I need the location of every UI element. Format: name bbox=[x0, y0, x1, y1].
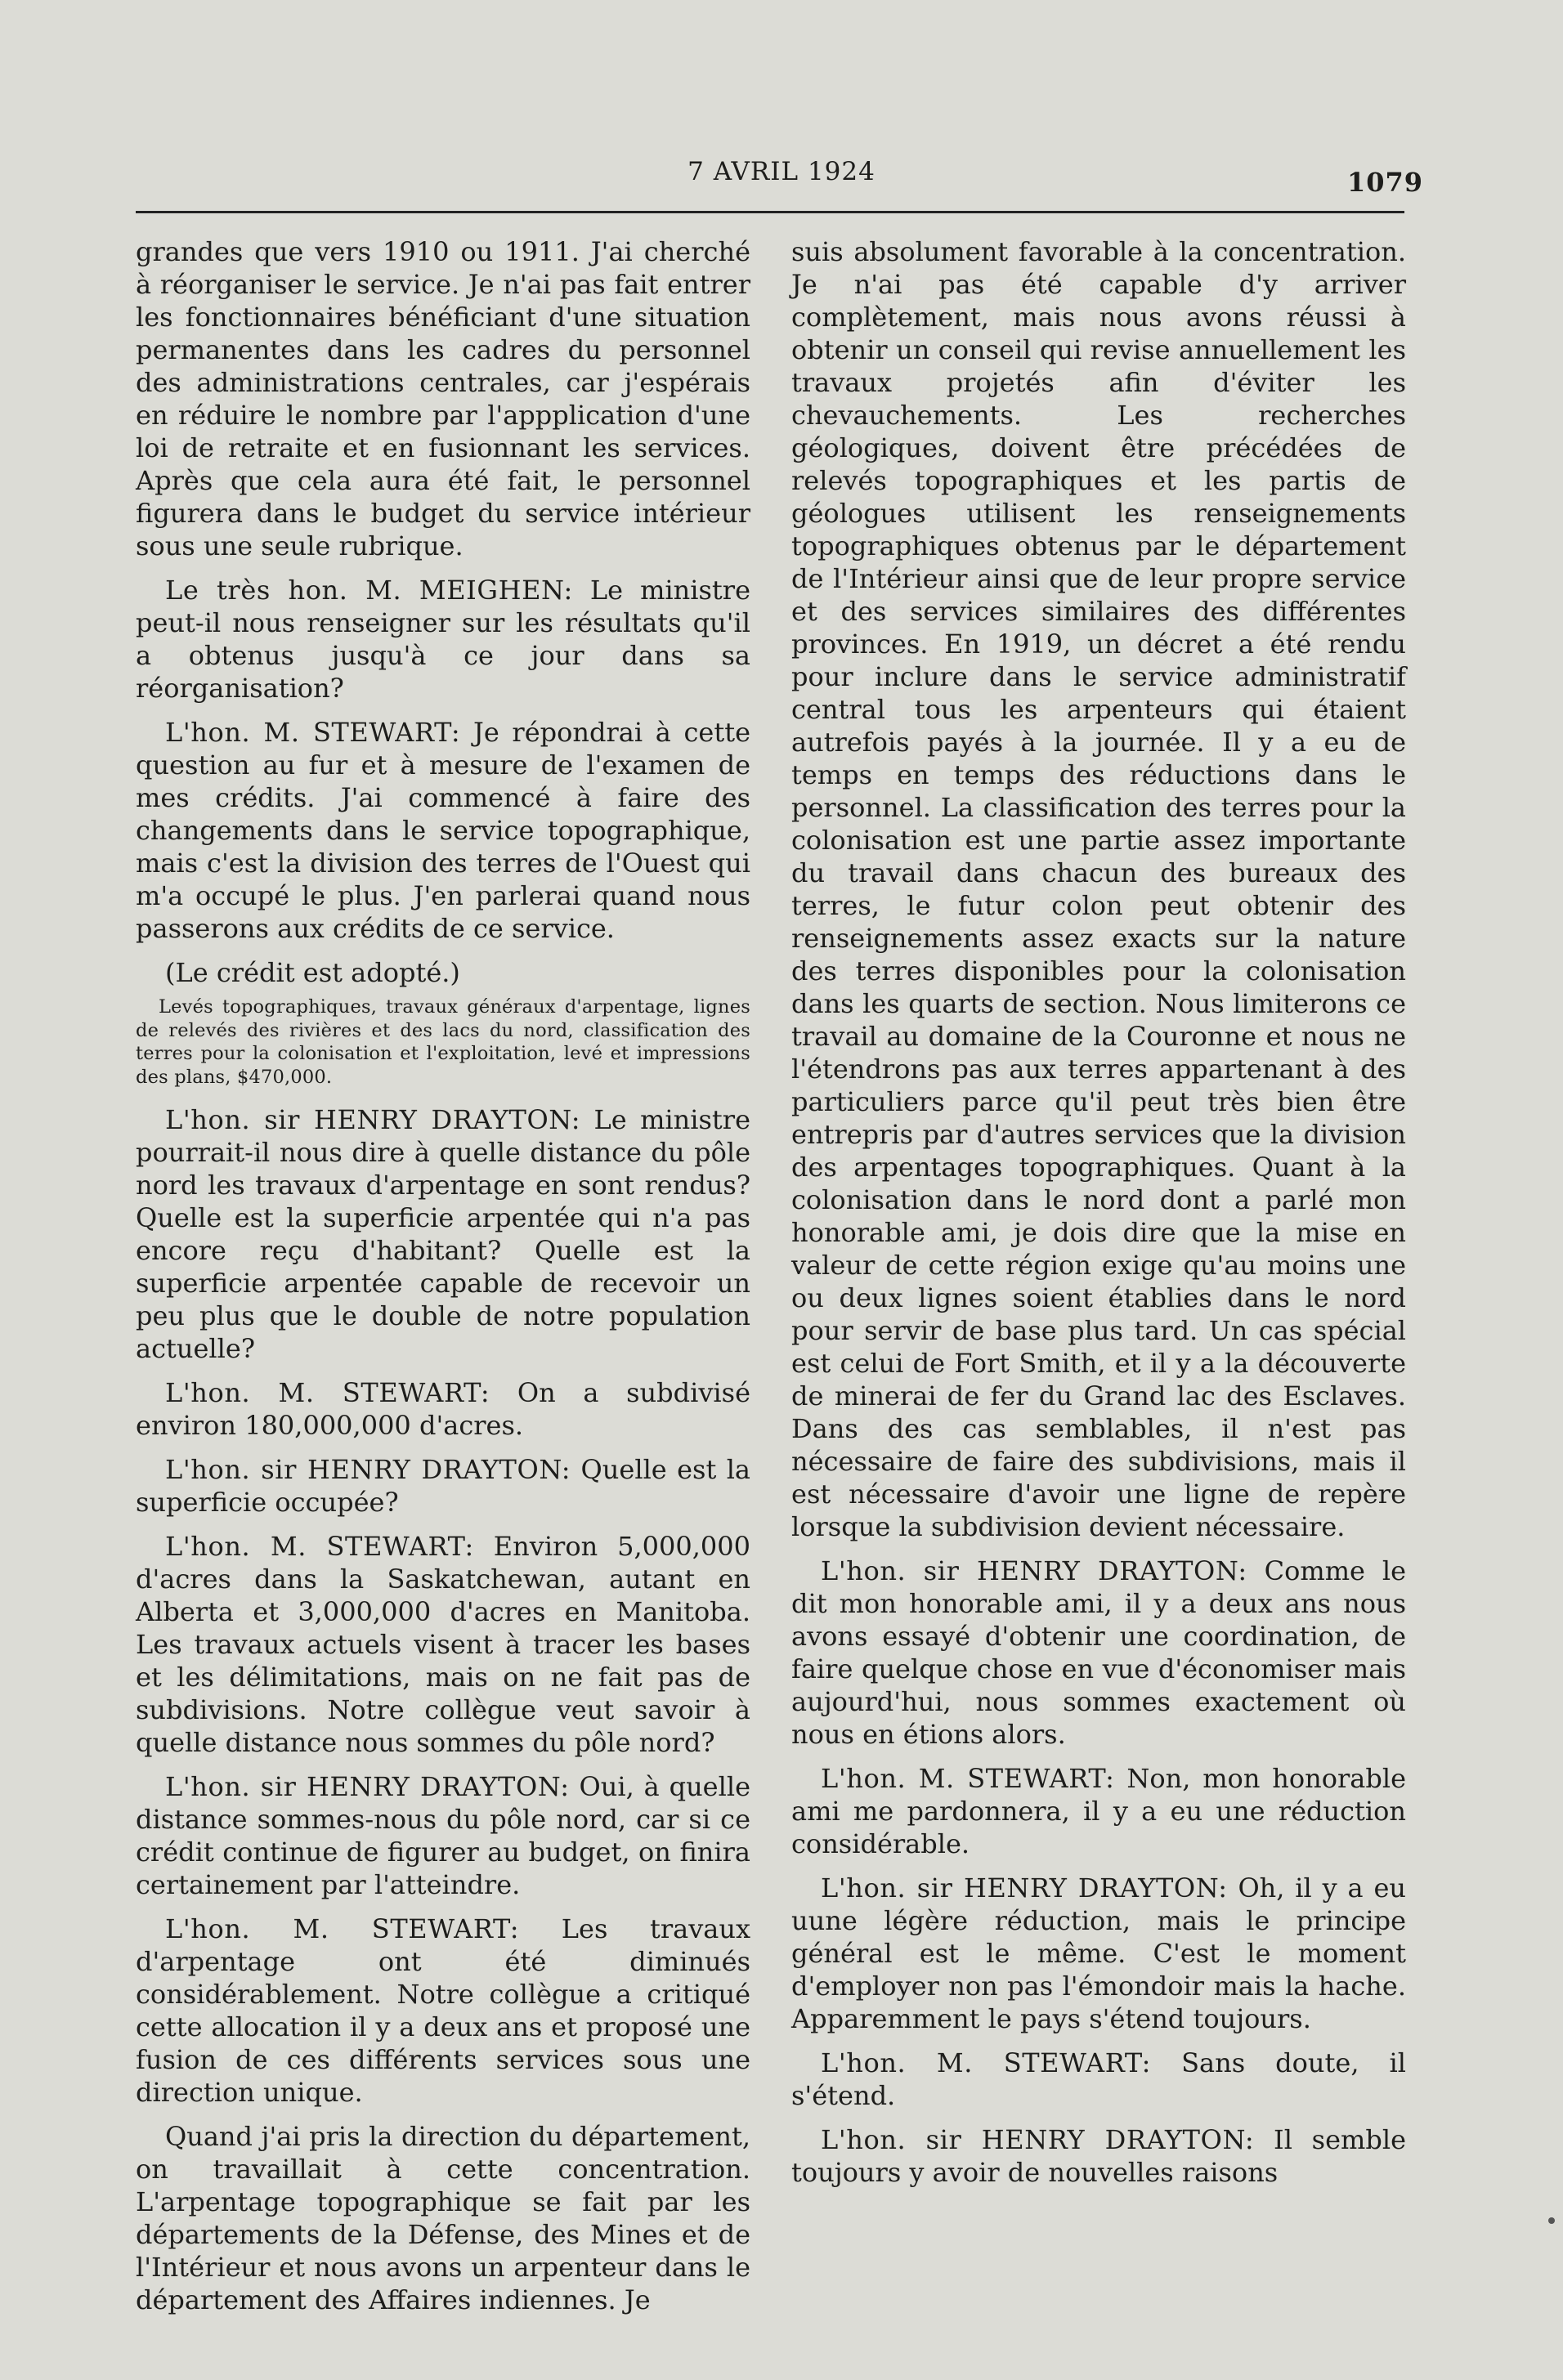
speaker-name: Le très hon. M. MEIGHEN: bbox=[165, 575, 573, 606]
right-column bbox=[791, 235, 1406, 2200]
paragraph bbox=[791, 2047, 1406, 2112]
paragraph bbox=[136, 1103, 750, 1365]
header-rule bbox=[136, 211, 1404, 213]
paragraph bbox=[791, 2123, 1406, 2189]
speaker-name: L'hon. M. STEWART: bbox=[165, 1377, 490, 1408]
left-column bbox=[136, 235, 750, 2328]
page-number: 1079 bbox=[1347, 167, 1424, 198]
paragraph bbox=[791, 1872, 1406, 2035]
paragraph bbox=[136, 2120, 750, 2316]
paragraph-text: Non, mon honorable ami me pardonnera, il y a eu une réduction considérable. bbox=[791, 1763, 1407, 1859]
paragraph bbox=[136, 235, 750, 562]
paragraph-text: Quand j'ai pris la direction du département, on travaillait à cette concentration. L'arpentage topographique se fait par les départements de la Défense, des Mines et de l'Intérieur et nous avons un arpenteur dans le département des Affaires indiennes. Je bbox=[136, 2121, 750, 2315]
paragraph-text: Les travaux d'arpentage ont été diminués considérablement. Notre collègue a critiqué cette allocation il y a deux ans et proposé une fusion de ces différents services sous une direction unique. bbox=[136, 1913, 751, 2108]
speaker-name: L'hon. M. STEWART: bbox=[821, 1763, 1115, 1794]
paragraph-text: grandes que vers 1910 ou 1911. J'ai cherché à réorganiser le service. Je n'ai pas fait entrer les fonctionnaires bénéficiant d'une situation permanentes dans les cadres du personnel des administrations centrales, car j'espérais en réduire le nombre par l'appplication d'une loi de retraite et en fusionnant les services. Après que cela aura été fait, le personnel figurera dans le budget du service intérieur sous une seule rubrique. bbox=[136, 236, 750, 561]
estimate-text: Levés topographiques, travaux généraux d'arpentage, lignes de relevés des rivières et des lacs du nord, classification des terres pour la colonisation et l'exploitation, levé et impressions des plans, $470,000. bbox=[136, 996, 750, 1088]
speaker-name: L'hon. sir HENRY DRAYTON: bbox=[165, 1104, 581, 1135]
paragraph-text: Quelle est la superficie occupée? bbox=[136, 1454, 751, 1518]
paragraph-text: Je répondrai à cette question au fur et à mesure de l'examen de mes crédits. J'ai commencé à faire des changements dans le service topographique, mais c'est la division des terres de l'Ouest qui m'a occupé le plus. J'en parlerai quand nous passerons aux crédits de ce service. bbox=[136, 717, 751, 944]
paragraph bbox=[136, 1530, 750, 1759]
speaker-name: L'hon. sir HENRY DRAYTON: bbox=[165, 1454, 571, 1485]
paragraph bbox=[791, 1555, 1406, 1751]
speaker-name: L'hon. M. STEWART: bbox=[165, 717, 461, 748]
paragraph-text: suis absolument favorable à la concentration. Je n'ai pas été capable d'y arriver complètement, mais nous avons réussi à obtenir un conseil qui revise annuellement les travaux projetés afin d'éviter les chevauchements. Les recherches géologiques, doivent être précédées de relevés topographiques et les partis de géologues utilisent les renseignements topographiques obtenus par le département de l'Intérieur ainsi que de leur propre service et des services similaires des différentes provinces. En 1919, un décret a été rendu pour inclure dans le service administratif central tous les arpenteurs qui étaient autrefois payés à la journée. Il y a eu de temps en temps des réductions dans le personnel. La classification des terres pour la colonisation est une partie assez importante du travail dans chacun des bureaux des terres, le futur colon peut obtenir des renseignements assez exacts sur la nature des terres disponibles pour la colonisation dans les quarts de section. Nous limiterons ce travail au domaine de la Couronne et nous ne l'étendrons pas aux terres appartenant à des particuliers parce qu'il peut très bien être entrepris par d'autres services que la division des arpentages topographiques. Quant à la colonisation dans le nord dont a parlé mon honorable ami, je dois dire que la mise en valeur de cette région exige qu'au moins une ou deux lignes soient établies dans le nord pour servir de base plus tard. Un cas spécial est celui de Fort Smith, et il y a la découverte de minerai de fer du Grand lac des Esclaves. Dans des cas semblables, il n'est pas nécessaire de faire des subdivisions, mais il est nécessaire d'avoir une ligne de repère lorsque la subdivision devient nécessaire. bbox=[791, 236, 1406, 1542]
speaker-name: L'hon. sir HENRY DRAYTON: bbox=[165, 1771, 570, 1802]
speaker-name: L'hon. sir HENRY DRAYTON: bbox=[821, 1872, 1228, 1904]
speaker-name: L'hon. M. STEWART: bbox=[165, 1913, 520, 1944]
paragraph-text: (Le crédit est adopté.) bbox=[165, 957, 460, 988]
paragraph bbox=[791, 235, 1406, 1543]
speaker-name: L'hon. M. STEWART: bbox=[821, 2047, 1152, 2078]
paragraph-text: Le ministre peut-il nous renseigner sur les résultats qu'il a obtenus jusqu'à ce jour dans sa réorganisation? bbox=[136, 575, 751, 704]
paragraph-text: Oh, il y a eu uune légère réduction, mais le principe général est le même. C'est le moment d'employer non pas l'émondoir mais la hache. Apparemment le pays s'étend toujours. bbox=[791, 1872, 1406, 2034]
paragraph-text: On a subdivisé environ 180,000,000 d'acres. bbox=[136, 1377, 751, 1441]
paragraph-text: Oui, à quelle distance sommes-nous du pôle nord, car si ce crédit continue de figurer au budget, on finira certainement par l'atteindre. bbox=[136, 1771, 751, 1900]
paragraph-text: Environ 5,000,000 d'acres dans la Saskatchewan, autant en Alberta et 3,000,000 d'acres en Manitoba. Les travaux actuels visent à tracer les bases et les délimitations, mais on ne fait pas de subdivisions. Notre collègue veut savoir à quelle distance nous sommes du pôle nord? bbox=[136, 1531, 750, 1758]
paragraph bbox=[136, 1912, 750, 2109]
paragraph bbox=[791, 1762, 1406, 1860]
estimate-item bbox=[136, 995, 750, 1089]
speaker-name: L'hon. sir HENRY DRAYTON: bbox=[821, 2124, 1255, 2155]
scan-speck bbox=[1548, 2217, 1555, 2224]
paragraph bbox=[136, 574, 750, 705]
paragraph-text: Le ministre pourrait-il nous dire à quelle distance du pôle nord les travaux d'arpentage en sont rendus? Quelle est la superficie arpentée qui n'a pas encore reçu d'habitant? Quelle est la superficie arpentée capable de recevoir un peu plus que le double de notre population actuelle? bbox=[136, 1104, 751, 1364]
header-date: 7 AVRIL 1924 bbox=[687, 157, 876, 186]
paragraph bbox=[136, 716, 750, 945]
paragraph bbox=[136, 1770, 750, 1901]
paragraph-text: Comme le dit mon honorable ami, il y a deux ans nous avons essayé d'obtenir une coordination, de faire quelque chose en vue d'économiser mais aujourd'hui, nous sommes exactement où nous en étions alors. bbox=[791, 1555, 1407, 1750]
paragraph-text: Il semble toujours y avoir de nouvelles raisons bbox=[791, 2124, 1407, 2188]
paragraph bbox=[136, 1376, 750, 1442]
paragraph-text: Sans doute, il s'étend. bbox=[791, 2047, 1407, 2111]
paragraph bbox=[136, 1453, 750, 1519]
speaker-name: L'hon. M. STEWART: bbox=[165, 1531, 474, 1562]
speaker-name: L'hon. sir HENRY DRAYTON: bbox=[821, 1555, 1247, 1586]
paragraph bbox=[136, 956, 750, 989]
